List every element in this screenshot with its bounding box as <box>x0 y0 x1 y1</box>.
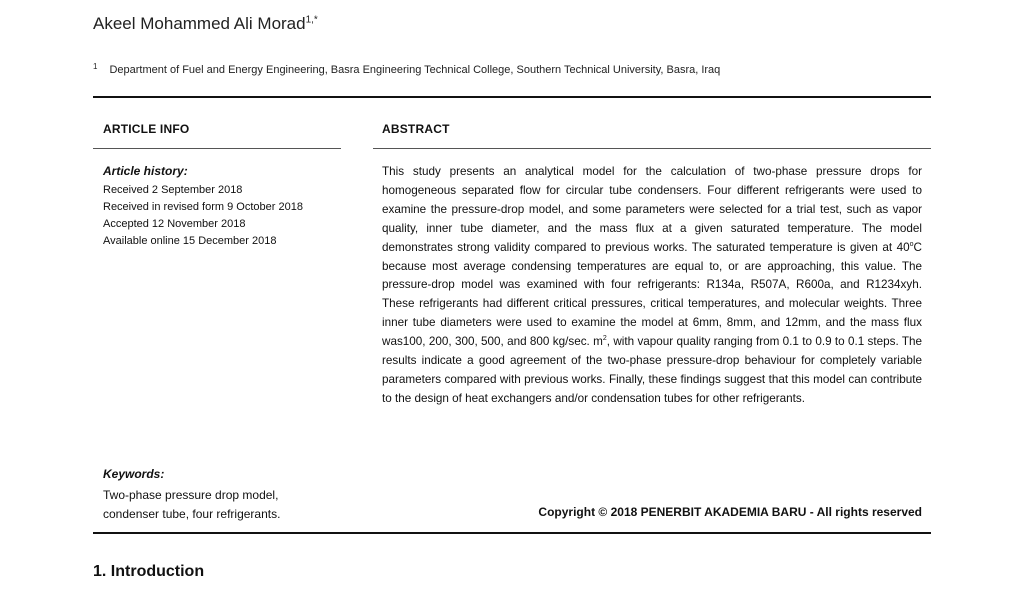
article-info-divider <box>93 148 341 149</box>
abstract-divider <box>373 148 931 149</box>
author-name-text: Akeel Mohammed Ali Morad <box>93 14 306 33</box>
history-accepted: Accepted 12 November 2018 <box>103 218 246 230</box>
copyright-notice: Copyright © 2018 PENERBIT AKADEMIA BARU - All rights reserved <box>538 505 922 519</box>
abstract-heading: ABSTRACT <box>382 122 450 136</box>
history-revised: Received in revised form 9 October 2018 <box>103 201 303 213</box>
history-received: Received 2 September 2018 <box>103 184 243 196</box>
author-affiliation-marker: 1,* <box>305 14 318 26</box>
abstract-part-1: This study presents an analytical model for the calculation of two-phase pressure drops for homogeneous separated flow for circular tube condensers. Four different refrigerants were used to examine the pressure-drop model, and some parameters were selected for a trial test, such as vapor quality, inner tube diameter, and the mass flux at a given saturated temperature. The model demonstrates strong validity compared to previous works. The saturated temperature is given at 40 <box>382 165 922 254</box>
section-heading-introduction: 1. Introduction <box>93 563 205 580</box>
history-online: Available online 15 December 2018 <box>103 235 277 247</box>
affiliation <box>93 64 720 76</box>
top-rule <box>93 96 931 98</box>
keyword-line-1: Two-phase pressure drop model, <box>103 488 279 502</box>
abstract-part-3: , with vapour quality ranging from 0.1 to 0.9 to 0.1 steps. The results indicate a good agreement of the two-phase pressure-drop behaviour for completely variable parameters compared with previous works. Finally, these findings suggest that this model can contribute to the design of heat exchangers and/or condensation tubes for other refrigerants. <box>382 335 922 405</box>
keyword-line-2: condenser tube, four refrigerants. <box>103 507 281 521</box>
article-history-title: Article history: <box>103 164 188 178</box>
affiliation-marker: 1 <box>93 62 98 71</box>
abstract-degree-sup: o <box>909 240 914 248</box>
keywords-title: Keywords: <box>103 467 165 481</box>
abstract-part-2: C because most average condensing temperatures are equal to, or are approaching, this value. The pressure-drop model was examined with four refrigerants: R134a, R507A, R600a, and R1234xyh. These refrigerants had different critical pressures, critical temperatures, and molecular weights. Three inner tube diameters were used to examine the model at 6mm, 8mm, and 12mm, and the mass flux was100, 200, 300, 500, and 800 kg/sec. m <box>382 240 922 349</box>
article-info-heading: ARTICLE INFO <box>103 122 190 136</box>
affiliation-text: Department of Fuel and Energy Engineering, Basra Engineering Technical College, Southern Technical University, Basra, Iraq <box>109 64 721 76</box>
article-history-list <box>103 182 303 250</box>
keywords-list <box>103 486 280 524</box>
abstract-squared-sup: 2 <box>602 335 607 343</box>
author-name <box>93 14 318 34</box>
bottom-rule <box>93 532 931 534</box>
abstract-text <box>382 163 922 409</box>
